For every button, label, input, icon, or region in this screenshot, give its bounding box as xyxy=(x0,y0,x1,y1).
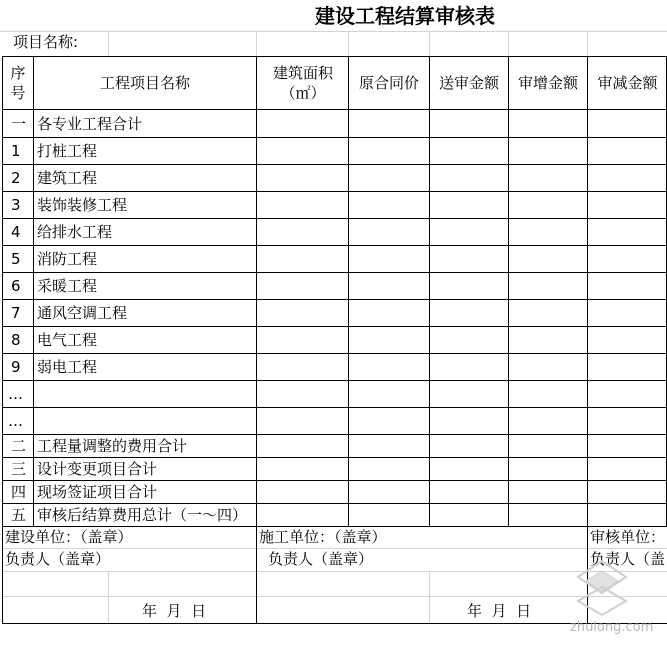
table-row xyxy=(2,457,667,480)
header-contract-price: 原合同价 xyxy=(358,74,419,92)
table-row xyxy=(2,272,667,299)
grid-line xyxy=(108,31,109,56)
row-seq: 5 xyxy=(11,250,21,268)
row-seq: 三 xyxy=(11,460,27,478)
responsible-right-label: 负责人（盖 xyxy=(590,550,666,568)
table-row xyxy=(2,503,667,526)
table-border-left xyxy=(2,56,3,526)
header-item-name: 工程项目名称 xyxy=(99,74,190,92)
column-divider xyxy=(508,56,509,526)
grid-line xyxy=(429,571,430,623)
row-item-name: 采暖工程 xyxy=(37,277,98,295)
table-row xyxy=(2,434,667,457)
table-row xyxy=(2,353,667,380)
row-item-name: 建筑工程 xyxy=(37,169,98,187)
column-divider xyxy=(33,56,34,526)
project-name-label: 项目名称: xyxy=(13,33,79,51)
responsible-mid-label: 负责人（盖章） xyxy=(268,550,374,568)
column-divider xyxy=(256,56,257,526)
row-item-name: 打桩工程 xyxy=(37,142,98,160)
table-row xyxy=(2,299,667,326)
row-seq: 4 xyxy=(11,223,21,241)
table-row xyxy=(2,191,667,218)
table-row xyxy=(2,480,667,503)
header-area-line1: 建筑面积 xyxy=(272,64,333,82)
grid-line xyxy=(508,31,509,56)
date-mid: 年 月 日 xyxy=(467,602,532,620)
construction-unit-label: 建设单位：（盖章） xyxy=(5,528,133,546)
table-row xyxy=(2,245,667,272)
grid-line xyxy=(108,571,109,623)
signature-border-left xyxy=(2,526,3,624)
header-submitted-amount: 送审金额 xyxy=(438,74,499,92)
row-item-name: 工程量调整的费用合计 xyxy=(37,437,188,455)
row-seq: … xyxy=(8,385,23,403)
watermark-text: zhulong.com xyxy=(570,620,654,635)
row-item-name: 审核后结算费用总计（一～四） xyxy=(37,506,248,524)
row-item-name: 设计变更项目合计 xyxy=(37,460,158,478)
table-row xyxy=(2,137,667,164)
column-divider xyxy=(587,56,588,526)
table-row xyxy=(2,326,667,353)
row-seq: 二 xyxy=(11,437,27,455)
signature-top-line xyxy=(2,526,667,527)
table-row xyxy=(2,407,667,434)
row-seq: 四 xyxy=(11,483,27,501)
watermark-logo-icon xyxy=(566,557,638,617)
signature-divider xyxy=(256,526,257,624)
row-seq: 五 xyxy=(11,506,27,524)
header-seq-bottom: 号 xyxy=(10,84,26,102)
table-row xyxy=(2,110,667,137)
row-seq: 3 xyxy=(11,196,21,214)
row-seq: 1 xyxy=(11,142,21,160)
row-item-name: 现场签证项目合计 xyxy=(37,483,158,501)
grid-line xyxy=(587,31,588,56)
audit-unit-label: 审核单位： xyxy=(590,528,666,546)
row-item-name: 装饰装修工程 xyxy=(37,196,128,214)
row-seq: 8 xyxy=(11,331,21,349)
header-seq-top: 序 xyxy=(10,64,26,82)
row-seq: 6 xyxy=(11,277,21,295)
row-item-name: 消防工程 xyxy=(37,250,98,268)
date-left: 年 月 日 xyxy=(142,602,207,620)
table-row xyxy=(2,218,667,245)
grid-line xyxy=(2,548,667,549)
row-item-name: 各专业工程合计 xyxy=(37,115,143,133)
signature-bottom-line xyxy=(2,623,667,624)
row-item-name: 通风空调工程 xyxy=(37,304,128,322)
column-divider xyxy=(348,56,349,526)
row-seq: 一 xyxy=(11,115,27,133)
table-row xyxy=(2,164,667,191)
contractor-unit-label: 施工单位：（盖章） xyxy=(259,528,387,546)
row-item-name: 电气工程 xyxy=(37,331,98,349)
responsible-left-label: 负责人（盖章） xyxy=(5,550,111,568)
header-increase-amount: 审增金额 xyxy=(517,74,578,92)
table-border-top xyxy=(2,56,667,57)
watermark-logo xyxy=(566,557,638,617)
grid-line xyxy=(429,31,430,56)
header-area-line2: （㎡） xyxy=(280,84,326,102)
row-seq: 7 xyxy=(11,304,21,322)
row-seq: 9 xyxy=(11,358,21,376)
grid-line xyxy=(256,31,257,56)
row-item-name: 给排水工程 xyxy=(37,223,113,241)
grid-line xyxy=(0,31,667,32)
table-row xyxy=(2,380,667,407)
row-seq: 2 xyxy=(11,169,21,187)
row-item-name: 弱电工程 xyxy=(37,358,98,376)
grid-line xyxy=(348,31,349,56)
column-divider xyxy=(429,56,430,526)
page-title: 建设工程结算审核表 xyxy=(315,4,495,28)
header-decrease-amount: 审减金额 xyxy=(597,74,658,92)
row-seq: … xyxy=(8,412,23,430)
